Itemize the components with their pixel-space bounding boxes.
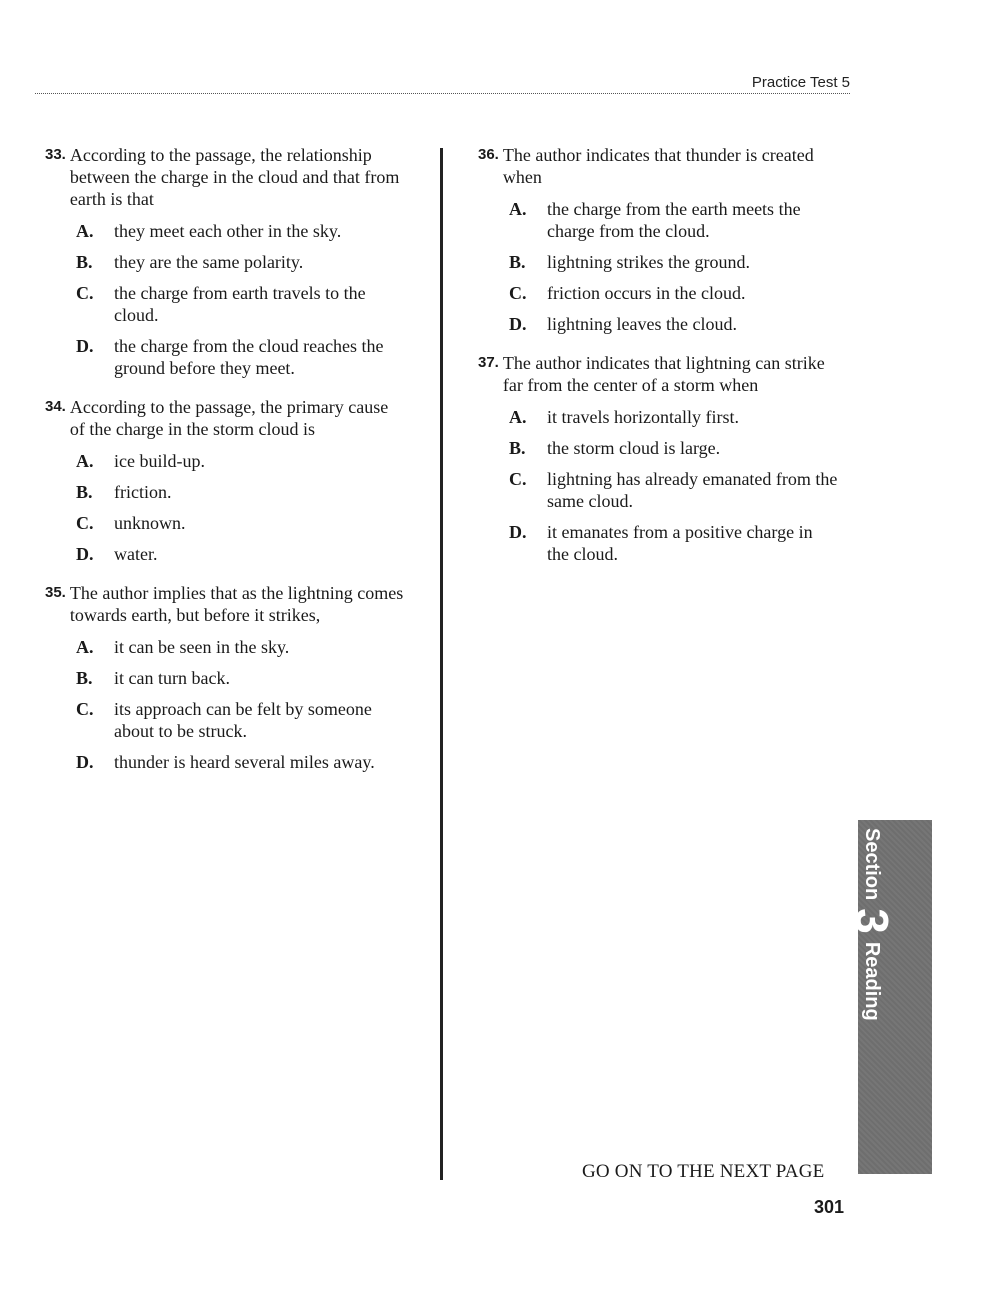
option-text: the charge from earth travels to the cloud. [114,283,366,325]
option-text: lightning strikes the ground. [547,252,750,272]
answer-option[interactable] [509,468,838,512]
answer-option[interactable] [509,521,838,565]
option-letter: A. [76,451,94,471]
question-stem [478,352,838,396]
option-letter: C. [509,283,527,303]
option-letter: B. [509,252,526,272]
question [45,582,405,773]
option-text: thunder is heard several miles away. [114,752,375,772]
option-letter: A. [76,637,94,657]
question [45,144,405,379]
question-text: The author implies that as the lightning comes towards earth, but before it strikes, [69,583,404,625]
question-number: 37. [478,354,499,371]
answer-option[interactable] [509,437,838,459]
option-text: the charge from the cloud reaches the ground before they meet. [114,336,384,378]
column-divider [440,148,443,1180]
answer-options [45,636,405,773]
question-stem [478,144,838,188]
go-on-next-page: GO ON TO THE NEXT PAGE [582,1161,825,1182]
option-text: friction. [114,482,172,502]
question-number: 34. [45,398,66,415]
option-text: it travels horizontally first. [547,407,739,427]
answer-option[interactable] [509,198,838,242]
answer-option[interactable] [76,450,405,472]
option-letter: A. [76,221,94,241]
option-letter: B. [76,668,93,688]
answer-option[interactable] [76,282,405,326]
right-column [478,144,838,582]
option-text: its approach can be felt by someone about to be struck. [114,699,372,741]
option-text: the charge from the earth meets the charge from the cloud. [547,199,801,241]
option-letter: D. [76,752,94,772]
option-letter: C. [76,513,94,533]
answer-options [478,406,838,565]
answer-option[interactable] [76,543,405,565]
option-letter: A. [509,407,527,427]
section-label: Section [861,828,884,901]
answer-option[interactable] [76,220,405,242]
question-stem [45,396,405,440]
question [478,144,838,335]
option-text: unknown. [114,513,186,533]
header-rule [35,93,850,94]
option-text: lightning has already emanated from the same cloud. [547,469,838,511]
question-number: 35. [45,584,66,601]
question-number: 36. [478,146,499,163]
option-letter: B. [76,252,93,272]
option-letter: C. [76,699,94,719]
option-letter: A. [509,199,527,219]
answer-option[interactable] [509,282,838,304]
answer-option[interactable] [76,335,405,379]
answer-options [478,198,838,335]
page-header-title: Practice Test 5 [751,74,850,91]
section-tab-text [846,828,898,1021]
answer-option[interactable] [76,751,405,773]
section-number: 3 [846,908,898,934]
question [478,352,838,565]
answer-option[interactable] [509,406,838,428]
option-text: the storm cloud is large. [547,438,721,458]
page-number: 301 [813,1197,844,1217]
question-text: The author indicates that thunder is created when [502,145,814,187]
option-letter: C. [76,283,94,303]
question-stem [45,582,405,626]
option-text: lightning leaves the cloud. [547,314,737,334]
answer-option[interactable] [509,313,838,335]
option-text: they are the same polarity. [114,252,304,272]
option-text: friction occurs in the cloud. [547,283,746,303]
question-text: According to the passage, the relationship between the charge in the cloud and that from earth is that [69,145,400,209]
option-text: they meet each other in the sky. [114,221,342,241]
question [45,396,405,565]
answer-option[interactable] [76,636,405,658]
option-letter: B. [76,482,93,502]
option-letter: B. [509,438,526,458]
answer-options [45,450,405,565]
answer-option[interactable] [76,698,405,742]
option-letter: D. [76,336,94,356]
left-column [45,144,405,790]
answer-option[interactable] [76,481,405,503]
question-text: According to the passage, the primary cause of the charge in the storm cloud is [69,397,389,439]
option-letter: D. [509,314,527,334]
option-letter: D. [76,544,94,564]
question-number: 33. [45,146,66,163]
answer-option[interactable] [76,667,405,689]
section-tab [846,820,932,1174]
option-text: water. [114,544,158,564]
question-text: The author indicates that lightning can strike far from the center of a storm when [502,353,825,395]
answer-options [45,220,405,379]
option-text: it can be seen in the sky. [114,637,290,657]
option-letter: C. [509,469,527,489]
option-text: it can turn back. [114,668,230,688]
answer-option[interactable] [76,251,405,273]
answer-option[interactable] [76,512,405,534]
section-subject: Reading [861,941,884,1021]
answer-option[interactable] [509,251,838,273]
option-text: ice build-up. [114,451,205,471]
option-letter: D. [509,522,527,542]
option-text: it emanates from a positive charge in the cloud. [547,522,813,564]
question-stem [45,144,405,210]
